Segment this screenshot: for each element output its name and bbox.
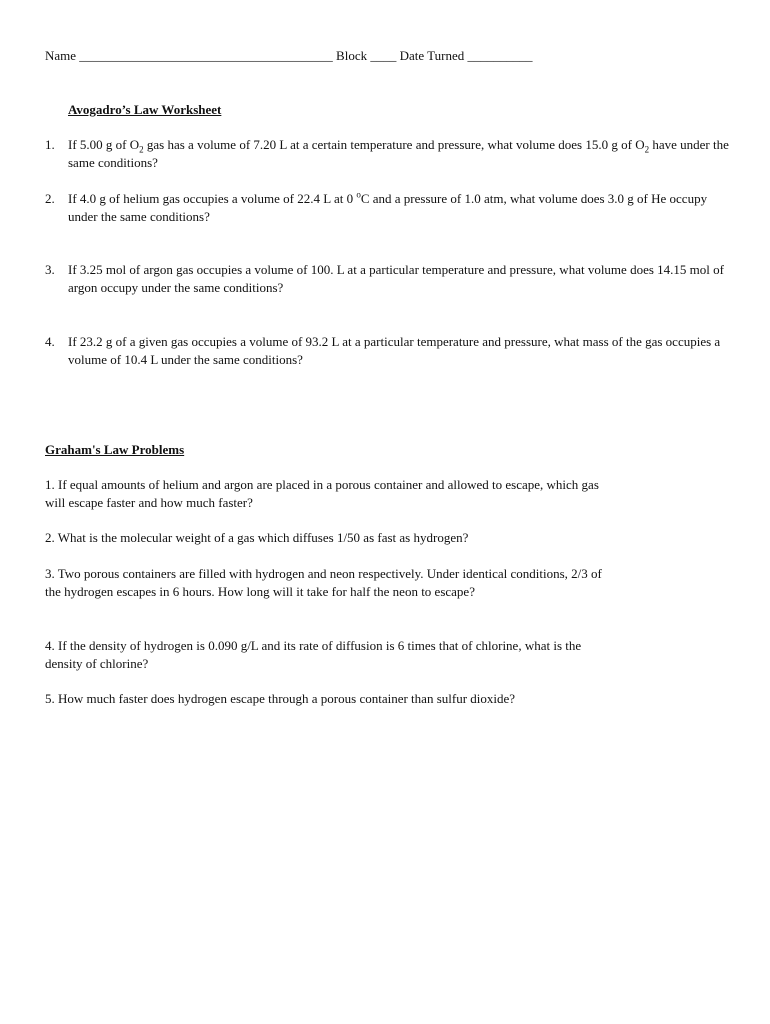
avogadro-title: Avogadro’s Law Worksheet [68,102,222,117]
avogadro-q3-number: 3. [45,262,55,277]
avogadro-q2-number: 2. [45,191,55,206]
avogadro-q2-text: If 4.0 g of helium gas occupies a volume of 22.4 L at 0 $^o$C and a pressure of 1.0 atm, what volume does 3.0 g of He occupy under the same conditions? [68,189,708,224]
graham-q4: 4. If the density of hydrogen is 0.090 g/L and its rate of diffusion is 6 times that of chlorine, what is the density of chlorine? [45,638,582,671]
graham-q3: 3. Two porous containers are filled with hydrogen and neon respectively. Under identical conditions, 2/3 of the hydrogen escapes in 6 hours. How long will it take for half the neon to escape? [45,566,602,599]
avogadro-q3-text: If 3.25 mol of argon gas occupies a volume of 100. L at a particular temperature and pressure, what volume does 14.15 mol of argon occupy under the same conditions? [68,262,724,295]
graham-q2: 2. What is the molecular weight of a gas which diffuses 1/50 as fast as hydrogen? [45,530,469,545]
header-line [45,47,533,65]
avogadro-q4-number: 4. [45,334,55,349]
name-blank[interactable]: _______________________________________ [79,48,333,63]
date-turned-blank[interactable]: __________ [467,48,533,63]
block-blank[interactable]: ____ [370,48,397,63]
avogadro-q4-text: If 23.2 g of a given gas occupies a volume of 93.2 L at a particular temperature and pressure, what mass of the gas occupies a volume of 10.4 L under the same conditions? [68,334,721,367]
date-turned-label: Date Turned [399,48,465,63]
avogadro-q1-number: 1. [45,137,55,152]
avogadro-q1-text: If 5.00 g of $O_2$ gas has a volume of 7.20 L at a certain temperature and pressure, what volume does 15.0 g of $O_2$ have under the same conditions? [68,137,729,170]
block-label: Block [336,48,368,63]
graham-title: Graham's Law Problems [45,442,185,457]
name-label: Name [45,48,77,63]
graham-q5: 5. How much faster does hydrogen escape through a porous container than sulfur dioxide? [45,691,516,706]
graham-q1: 1. If equal amounts of helium and argon are placed in a porous container and allowed to escape, which gas will escape faster and how much faster? [45,477,599,510]
